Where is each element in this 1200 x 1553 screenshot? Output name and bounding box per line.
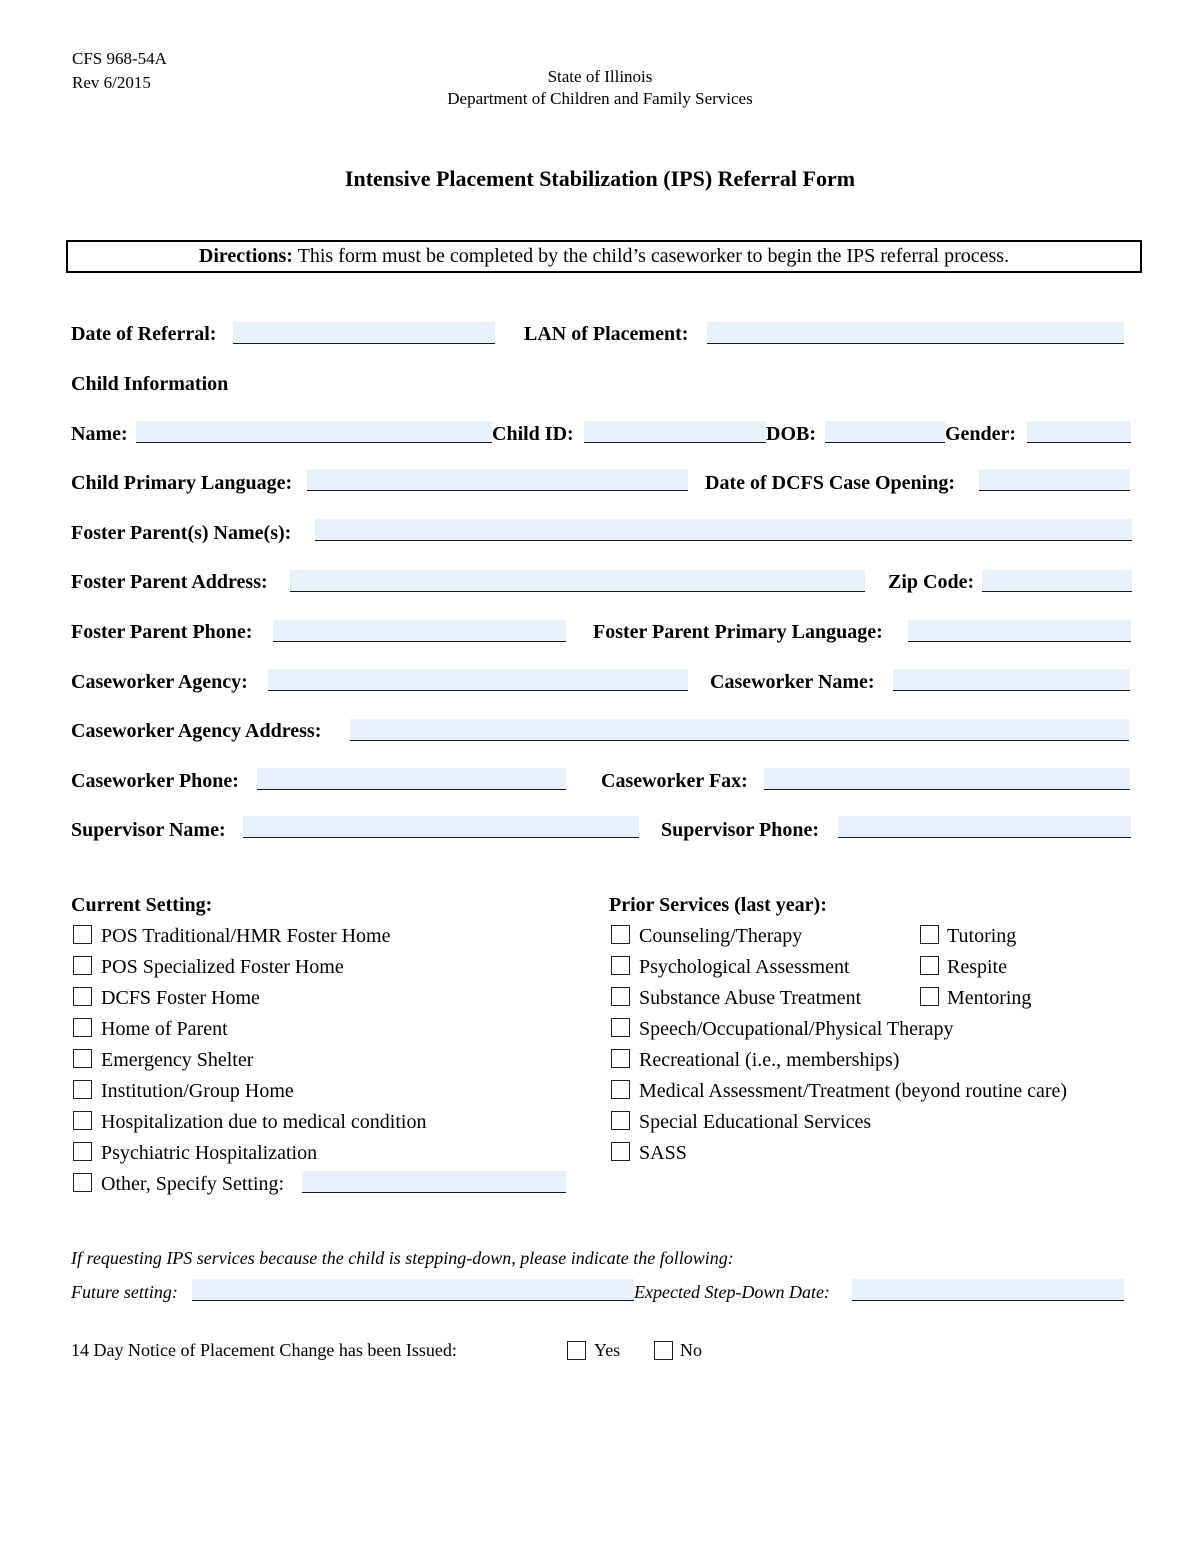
date-of-referral-field[interactable]: [233, 322, 495, 344]
current-setting-option: Emergency Shelter: [101, 1049, 254, 1071]
respite-checkbox[interactable]: [920, 956, 939, 975]
notice-label: 14 Day Notice of Placement Change has been Issued:: [71, 1340, 457, 1360]
lan-of-placement-field[interactable]: [707, 322, 1124, 344]
form-number: CFS 968-54A: [72, 49, 167, 68]
date-of-referral-label: Date of Referral:: [71, 323, 217, 345]
caseworker-agency-address-field[interactable]: [350, 719, 1129, 741]
current-setting-option: Hospitalization due to medical condition: [101, 1111, 427, 1133]
supervisor-phone-field[interactable]: [838, 816, 1131, 838]
lan-of-placement-label: LAN of Placement:: [524, 323, 689, 345]
current-setting-checkbox[interactable]: [73, 1142, 92, 1161]
caseworker-phone-field[interactable]: [257, 768, 566, 790]
state-name: State of Illinois: [547, 67, 653, 86]
case-opening-date-field[interactable]: [979, 469, 1130, 491]
caseworker-name-label: Caseworker Name:: [710, 671, 875, 693]
directions-label: Directions:: [198, 245, 293, 267]
current-setting-checkbox[interactable]: [73, 956, 92, 975]
department-name: Department of Children and Family Services: [447, 89, 753, 108]
current-setting-checkbox[interactable]: [73, 925, 92, 944]
child-id-field[interactable]: [584, 421, 766, 443]
prior-service-option: Medical Assessment/Treatment (beyond routine care): [639, 1080, 1068, 1102]
prior-service-checkbox[interactable]: [611, 987, 630, 1006]
current-setting-checkbox[interactable]: [73, 987, 92, 1006]
foster-parent-phone-label: Foster Parent Phone:: [71, 621, 253, 643]
foster-parent-names-field[interactable]: [315, 519, 1132, 541]
child-information-heading: Child Information: [71, 373, 229, 395]
caseworker-phone-label: Caseworker Phone:: [71, 770, 239, 792]
page-title: Intensive Placement Stabilization (IPS) Referral Form: [344, 166, 856, 191]
child-primary-language-label: Child Primary Language:: [71, 472, 293, 494]
mentoring-checkbox[interactable]: [920, 987, 939, 1006]
prior-service-checkbox[interactable]: [611, 925, 630, 944]
child-id-label: Child ID:: [492, 423, 574, 445]
prior-service-option: Substance Abuse Treatment: [639, 987, 862, 1009]
prior-service-checkbox[interactable]: [611, 1111, 630, 1130]
prior-service-checkbox[interactable]: [611, 1018, 630, 1037]
dob-label: DOB:: [766, 423, 816, 445]
notice-no-checkbox[interactable]: [654, 1341, 673, 1360]
prior-service-option: SASS: [639, 1142, 687, 1164]
tutoring-option: Tutoring: [947, 925, 1017, 947]
current-setting-option: Psychiatric Hospitalization: [101, 1142, 318, 1164]
notice-no-label: No: [680, 1340, 702, 1360]
prior-service-checkbox[interactable]: [611, 1142, 630, 1161]
notice-yes-checkbox[interactable]: [567, 1341, 586, 1360]
current-setting-checkbox[interactable]: [73, 1018, 92, 1037]
foster-parent-address-label: Foster Parent Address:: [71, 571, 268, 593]
foster-parent-language-label: Foster Parent Primary Language:: [593, 621, 883, 643]
current-setting-option: Other, Specify Setting:: [101, 1173, 285, 1195]
other-setting-field[interactable]: [302, 1171, 566, 1193]
caseworker-fax-label: Caseworker Fax:: [601, 770, 748, 792]
form-revision: Rev 6/2015: [72, 73, 151, 92]
prior-service-checkbox[interactable]: [611, 1080, 630, 1099]
zip-code-label: Zip Code:: [888, 571, 975, 593]
supervisor-name-label: Supervisor Name:: [71, 819, 226, 841]
supervisor-name-field[interactable]: [243, 816, 639, 838]
future-setting-field[interactable]: [192, 1279, 634, 1301]
gender-label: Gender:: [945, 423, 1017, 445]
prior-service-checkbox[interactable]: [611, 956, 630, 975]
current-setting-option: Institution/Group Home: [101, 1080, 294, 1102]
mentoring-option: Mentoring: [947, 987, 1032, 1009]
current-setting-option: DCFS Foster Home: [101, 987, 260, 1009]
step-down-note: If requesting IPS services because the child is stepping-down, please indicate the following:: [71, 1248, 734, 1268]
prior-service-option: Counseling/Therapy: [639, 925, 803, 947]
future-setting-label: Future setting:: [71, 1282, 178, 1302]
caseworker-agency-field[interactable]: [268, 669, 688, 691]
name-label: Name:: [71, 423, 128, 445]
name-field[interactable]: [136, 421, 492, 443]
prior-service-option: Recreational (i.e., memberships): [639, 1049, 900, 1071]
prior-service-option: Speech/Occupational/Physical Therapy: [639, 1018, 954, 1040]
prior-services-heading: Prior Services (last year):: [609, 894, 827, 916]
current-setting-heading: Current Setting:: [71, 894, 213, 916]
caseworker-agency-address-label: Caseworker Agency Address:: [71, 720, 322, 742]
prior-service-checkbox[interactable]: [611, 1049, 630, 1068]
gender-field[interactable]: [1027, 421, 1131, 443]
case-opening-date-label: Date of DCFS Case Opening:: [705, 472, 955, 494]
current-setting-option: Home of Parent: [101, 1018, 228, 1040]
prior-service-option: Special Educational Services: [639, 1111, 872, 1133]
child-primary-language-field[interactable]: [307, 469, 688, 491]
notice-yes-label: Yes: [594, 1340, 621, 1360]
directions-text: This form must be completed by the child’s caseworker to begin the IPS referral process.: [292, 245, 1010, 267]
current-setting-checkbox[interactable]: [73, 1049, 92, 1068]
expected-step-down-date-field[interactable]: [852, 1279, 1124, 1301]
prior-service-option: Psychological Assessment: [639, 956, 850, 978]
foster-parent-phone-field[interactable]: [273, 620, 566, 642]
current-setting-checkbox[interactable]: [73, 1080, 92, 1099]
expected-step-down-date-label: Expected Step-Down Date:: [634, 1282, 830, 1302]
zip-code-field[interactable]: [982, 570, 1132, 592]
foster-parent-names-label: Foster Parent(s) Name(s):: [71, 522, 292, 544]
current-setting-checkbox[interactable]: [73, 1111, 92, 1130]
foster-parent-language-field[interactable]: [908, 620, 1131, 642]
caseworker-name-field[interactable]: [893, 669, 1130, 691]
dob-field[interactable]: [825, 421, 945, 443]
foster-parent-address-field[interactable]: [290, 570, 865, 592]
current-setting-checkbox[interactable]: [73, 1173, 92, 1192]
current-setting-option: POS Traditional/HMR Foster Home: [101, 925, 391, 947]
supervisor-phone-label: Supervisor Phone:: [661, 819, 819, 841]
current-setting-option: POS Specialized Foster Home: [101, 956, 344, 978]
caseworker-agency-label: Caseworker Agency:: [71, 671, 248, 693]
respite-option: Respite: [947, 956, 1007, 978]
tutoring-checkbox[interactable]: [920, 925, 939, 944]
caseworker-fax-field[interactable]: [764, 768, 1130, 790]
directions-box: [66, 240, 1142, 273]
